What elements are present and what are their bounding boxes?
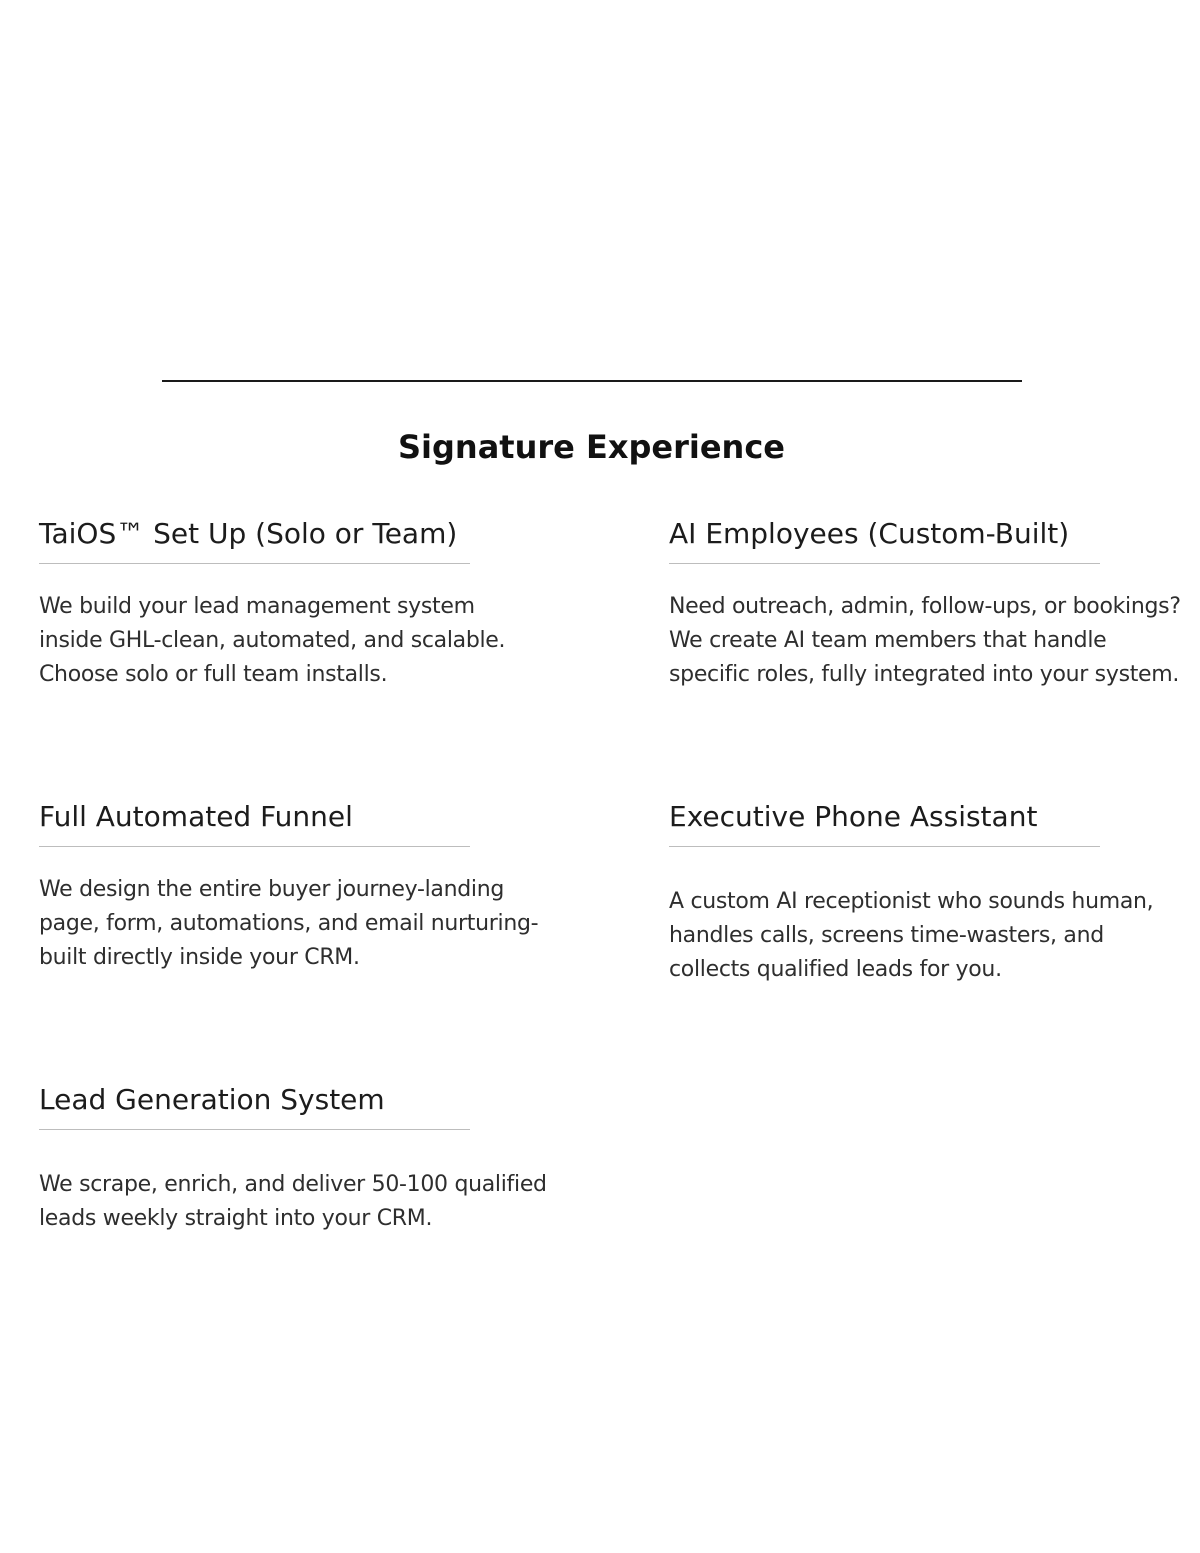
service-description: A custom AI receptionist who sounds human, handles calls, screens time-wasters, and collects qualified leads for you. [669,889,1154,982]
service-title: Executive Phone Assistant [669,800,1038,833]
page-title: Signature Experience [397,428,785,466]
service-card-taios-setup [39,516,559,692]
service-description: We design the entire buyer journey-landing page, form, automations, and email nurturing-built directly inside your CRM. [39,877,539,970]
service-divider [39,846,470,847]
service-title: TaiOS™ Set Up (Solo or Team) [39,517,458,550]
top-divider [162,380,1022,382]
service-description: We scrape, enrich, and deliver 50-100 qualified leads weekly straight into your CRM. [39,1172,547,1231]
service-divider [669,563,1100,564]
service-card-automated-funnel [39,799,559,975]
service-description: We build your lead management system inside GHL-clean, automated, and scalable. Choose solo or full team installs. [39,594,506,687]
service-title: AI Employees (Custom-Built) [669,517,1070,550]
service-card-phone-assistant [669,799,1189,987]
service-card-ai-employees [669,516,1189,692]
service-divider [39,563,470,564]
service-description: Need outreach, admin, follow-ups, or bookings? We create AI team members that handle specific roles, fully integrated into your system. [669,594,1181,687]
service-title: Lead Generation System [39,1083,385,1116]
service-card-lead-generation [39,1082,559,1236]
service-divider [39,1129,470,1130]
service-divider [669,846,1100,847]
service-title: Full Automated Funnel [39,800,353,833]
